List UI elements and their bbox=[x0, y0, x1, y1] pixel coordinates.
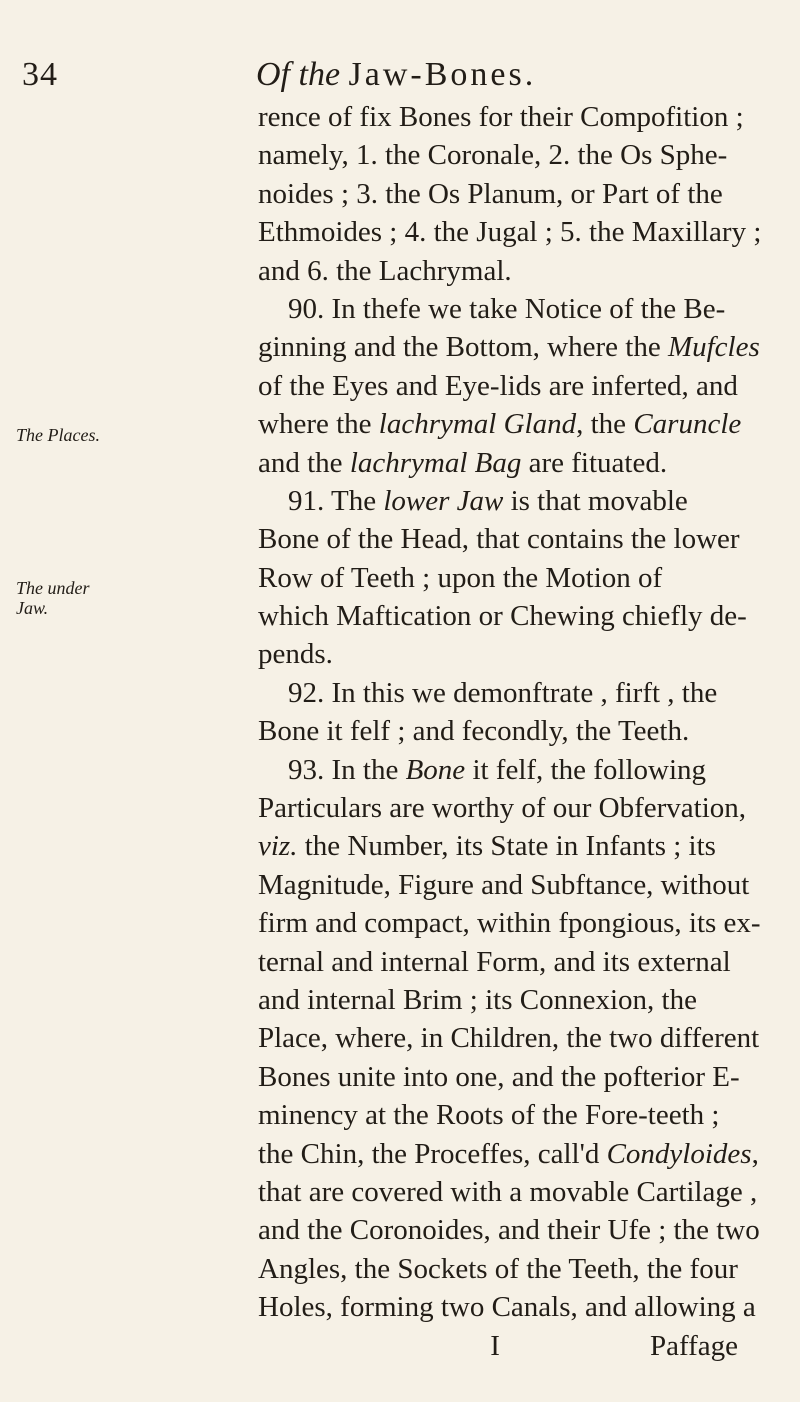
text-line-23: ternal and internal Form, and its external bbox=[258, 945, 731, 978]
text-line-22: firm and compact, within fpongious, its ex- bbox=[258, 907, 761, 940]
catchword: Paffage bbox=[649, 1329, 738, 1362]
text-line-15: pends. bbox=[258, 638, 333, 671]
text-line-3: noides ; 3. the Os Planum, or Part of the bbox=[258, 177, 723, 210]
text-line-5: and 6. the Lachrymal. bbox=[258, 254, 512, 287]
running-head bbox=[256, 56, 536, 94]
running-head-title: Jaw-Bones. bbox=[348, 56, 537, 93]
text-line-2: namely, 1. the Coronale, 2. the Os Sphe- bbox=[258, 139, 728, 172]
text-line-16: 92. In this we demonftrate , firft , the bbox=[288, 676, 718, 709]
text-line-25: Place, where, in Children, the two different bbox=[258, 1022, 760, 1055]
margin-note-under-jaw-line1: The under bbox=[16, 578, 90, 598]
text-line-26: Bones unite into one, and the pofterior E- bbox=[258, 1060, 740, 1093]
text-line-11: 91. The lower Jaw is that movable bbox=[288, 484, 688, 517]
text-line-24: and internal Brim ; its Connexion, the bbox=[258, 983, 697, 1016]
text-line-9: where the lachrymal Gland , the Caruncle bbox=[258, 408, 742, 441]
text-line-4: Ethmoides ; 4. the Jugal ; 5. the Maxillary ; bbox=[258, 216, 762, 249]
text-line-21: Magnitude, Figure and Subftance, without bbox=[258, 868, 750, 901]
page-footer bbox=[258, 1327, 758, 1365]
text-line-7: ginning and the Bottom, where the Mufcles bbox=[258, 331, 760, 364]
text-line-13: Row of Teeth ; upon the Motion of bbox=[258, 561, 663, 594]
text-line-30: and the Coronoides, and their Ufe ; the two bbox=[258, 1214, 760, 1247]
text-line-1: rence of fix Bones for their Compofition ; bbox=[258, 101, 744, 133]
text-line-29: that are covered with a movable Cartilage , bbox=[258, 1175, 758, 1208]
signature-mark: I bbox=[490, 1329, 500, 1362]
text-line-28: the Chin, the Proceffes, call'd Condyloides , bbox=[258, 1137, 759, 1170]
text-line-27: minency at the Roots of the Fore-teeth ; bbox=[258, 1099, 720, 1132]
margin-note-under-jaw-line2: Jaw. bbox=[16, 598, 49, 618]
text-line-10: and the lachrymal Bag are fituated. bbox=[258, 446, 668, 479]
margin-note-places: The Places. bbox=[16, 425, 100, 445]
text-line-14: which Maftication or Chewing chiefly de- bbox=[258, 600, 747, 633]
text-line-31: Angles, the Sockets of the Teeth, the four bbox=[258, 1252, 738, 1285]
running-head-prefix: Of the bbox=[256, 56, 341, 93]
text-line-17: Bone it felf ; and fecondly, the Teeth. bbox=[258, 715, 690, 748]
text-line-32: Holes, forming two Canals, and allowing a bbox=[258, 1291, 756, 1324]
text-line-20: viz. the Number, its State in Infants ; its bbox=[258, 830, 716, 863]
text-line-12: Bone of the Head, that contains the lower bbox=[258, 523, 740, 556]
body-text bbox=[258, 98, 762, 1365]
text-line-6: 90. In thefe we take Notice of the Be- bbox=[288, 292, 726, 325]
page-number: 34 bbox=[22, 56, 58, 93]
text-line-19: Particulars are worthy of our Obfervation, bbox=[258, 792, 747, 825]
text-line-8: of the Eyes and Eye-lids are inferted, and bbox=[258, 369, 738, 402]
text-line-18: 93. In the Bone it felf, the following bbox=[288, 753, 706, 786]
